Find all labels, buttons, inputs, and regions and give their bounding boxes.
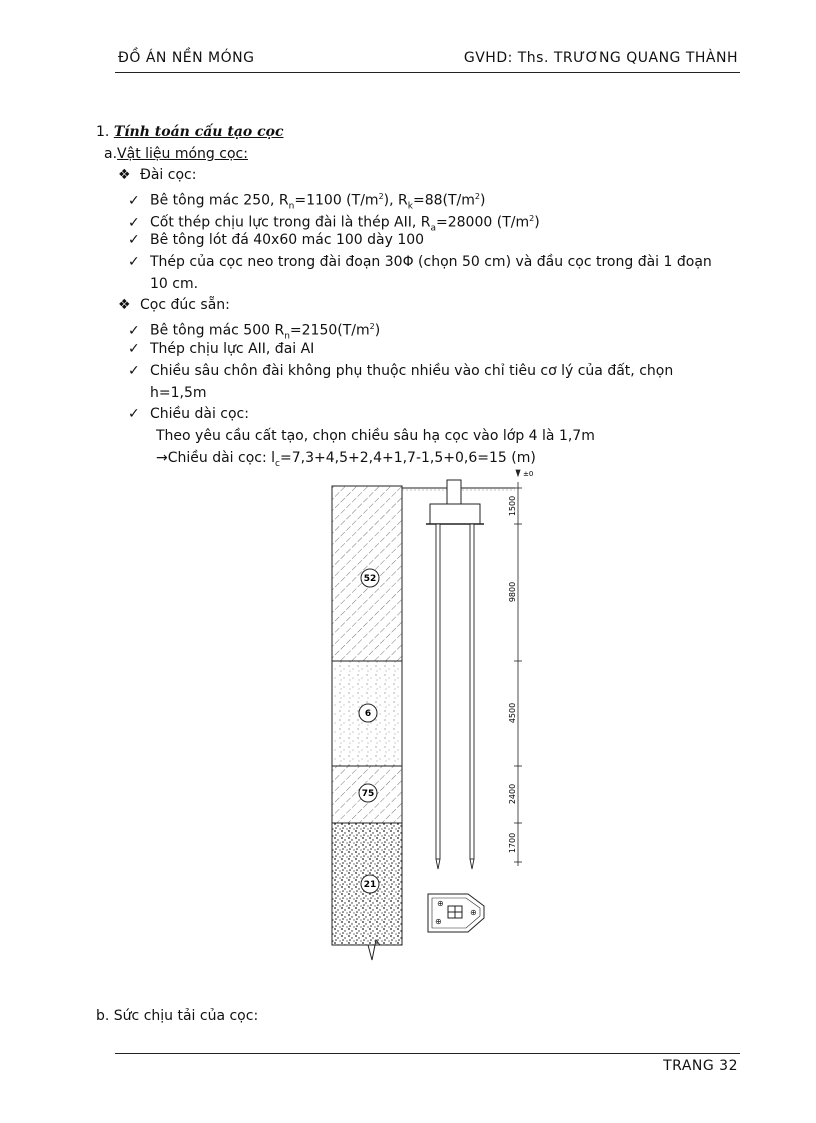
dai-coc-item-2: ✓ Cốt thép chịu lực trong đài là thép AII, $R_a=28000$ $(T/m^2)$ bbox=[128, 214, 540, 234]
pile-soil-profile-drawing bbox=[320, 466, 540, 966]
dim-label-2400: 2400 bbox=[508, 783, 517, 805]
layer-label-21: 21 bbox=[363, 880, 377, 890]
coc-item-4: ✓ Chiều dài cọc: bbox=[128, 406, 249, 422]
pile-depth-note: Theo yêu cầu cất tạo, chọn chiều sâu hạ cọc vào lớp 4 là 1,7m bbox=[156, 428, 595, 444]
coc-item-3-cont: h=1,5m bbox=[150, 385, 207, 401]
check-icon: ✓ bbox=[128, 192, 140, 209]
dim-label-4500: 4500 bbox=[508, 702, 517, 724]
svg-text:⊕: ⊕ bbox=[435, 917, 442, 926]
coc-item-2: ✓ Thép chịu lực AII, đai AI bbox=[128, 341, 315, 357]
dai-coc-heading: ❖ Đài cọc: bbox=[118, 167, 197, 183]
header-right: GVHD: Ths. TRƯƠNG QUANG THÀNH bbox=[463, 50, 738, 66]
header-left: ĐỒ ÁN NỀN MÓNG bbox=[118, 50, 255, 66]
check-icon: ✓ bbox=[128, 214, 140, 231]
dim-label-1500: 1500 bbox=[508, 495, 517, 517]
diamond-bullet-icon: ❖ bbox=[118, 297, 131, 313]
diamond-bullet-icon: ❖ bbox=[118, 167, 131, 183]
footer-divider bbox=[115, 1053, 740, 1054]
header-divider bbox=[115, 72, 740, 73]
coc-item-3: ✓ Chiều sâu chôn đài không phụ thuộc nhiều vào chỉ tiêu cơ lý của đất, chọn bbox=[128, 363, 674, 379]
layer-label-75: 75 bbox=[361, 789, 375, 799]
dai-coc-item-4: ✓ Thép của cọc neo trong đài đoạn 30Φ (chọn 50 cm) và đầu cọc trong đài 1 đoạn bbox=[128, 254, 712, 270]
section-a-heading: a.Vật liệu móng cọc: bbox=[104, 146, 248, 162]
dai-coc-item-4-cont: 10 cm. bbox=[150, 276, 199, 292]
section-b-heading: b. Sức chịu tải của cọc: bbox=[96, 1008, 259, 1024]
dimension-line bbox=[514, 470, 522, 866]
svg-text:⊕: ⊕ bbox=[470, 908, 477, 917]
piles bbox=[436, 524, 474, 869]
pile-length-calc: →Chiều dài cọc: $l_c=7,3+4,5+2,4+1,7-1,5+0,6=15$ (m) bbox=[156, 450, 536, 469]
check-icon: ✓ bbox=[128, 322, 140, 339]
layer-label-52: 52 bbox=[363, 574, 377, 584]
check-icon: ✓ bbox=[128, 341, 140, 357]
pile-cap-plan-view bbox=[428, 894, 484, 932]
page-number: TRANG 32 bbox=[663, 1058, 738, 1074]
check-icon: ✓ bbox=[128, 232, 140, 248]
check-icon: ✓ bbox=[128, 254, 140, 270]
top-mark-label: ±0 bbox=[523, 470, 534, 478]
coc-heading: ❖ Cọc đúc sẵn: bbox=[118, 297, 230, 313]
svg-text:⊕: ⊕ bbox=[437, 899, 444, 908]
section-1-heading: 1. Tính toán cấu tạo cọc bbox=[96, 124, 284, 140]
dim-label-9800: 9800 bbox=[508, 581, 517, 603]
layer-label-6: 6 bbox=[364, 709, 372, 719]
coc-item-1: ✓ Bê tông mác 500 $R_n=2150(T/m^2)$ bbox=[128, 322, 381, 342]
check-icon: ✓ bbox=[128, 363, 140, 379]
pile-cap bbox=[426, 480, 484, 524]
section-1-title: Tính toán cấu tạo cọc bbox=[113, 124, 284, 140]
dim-label-1700: 1700 bbox=[508, 832, 517, 854]
check-icon: ✓ bbox=[128, 406, 140, 422]
dai-coc-item-1: ✓ Bê tông mác 250, $R_n=1100$ $(T/m^2)$, $R_k=88(T/m^2)$ bbox=[128, 192, 486, 212]
dai-coc-item-3: ✓ Bê tông lót đá 40x60 mác 100 dày 100 bbox=[128, 232, 425, 248]
section-a-title: Vật liệu móng cọc: bbox=[117, 146, 248, 162]
